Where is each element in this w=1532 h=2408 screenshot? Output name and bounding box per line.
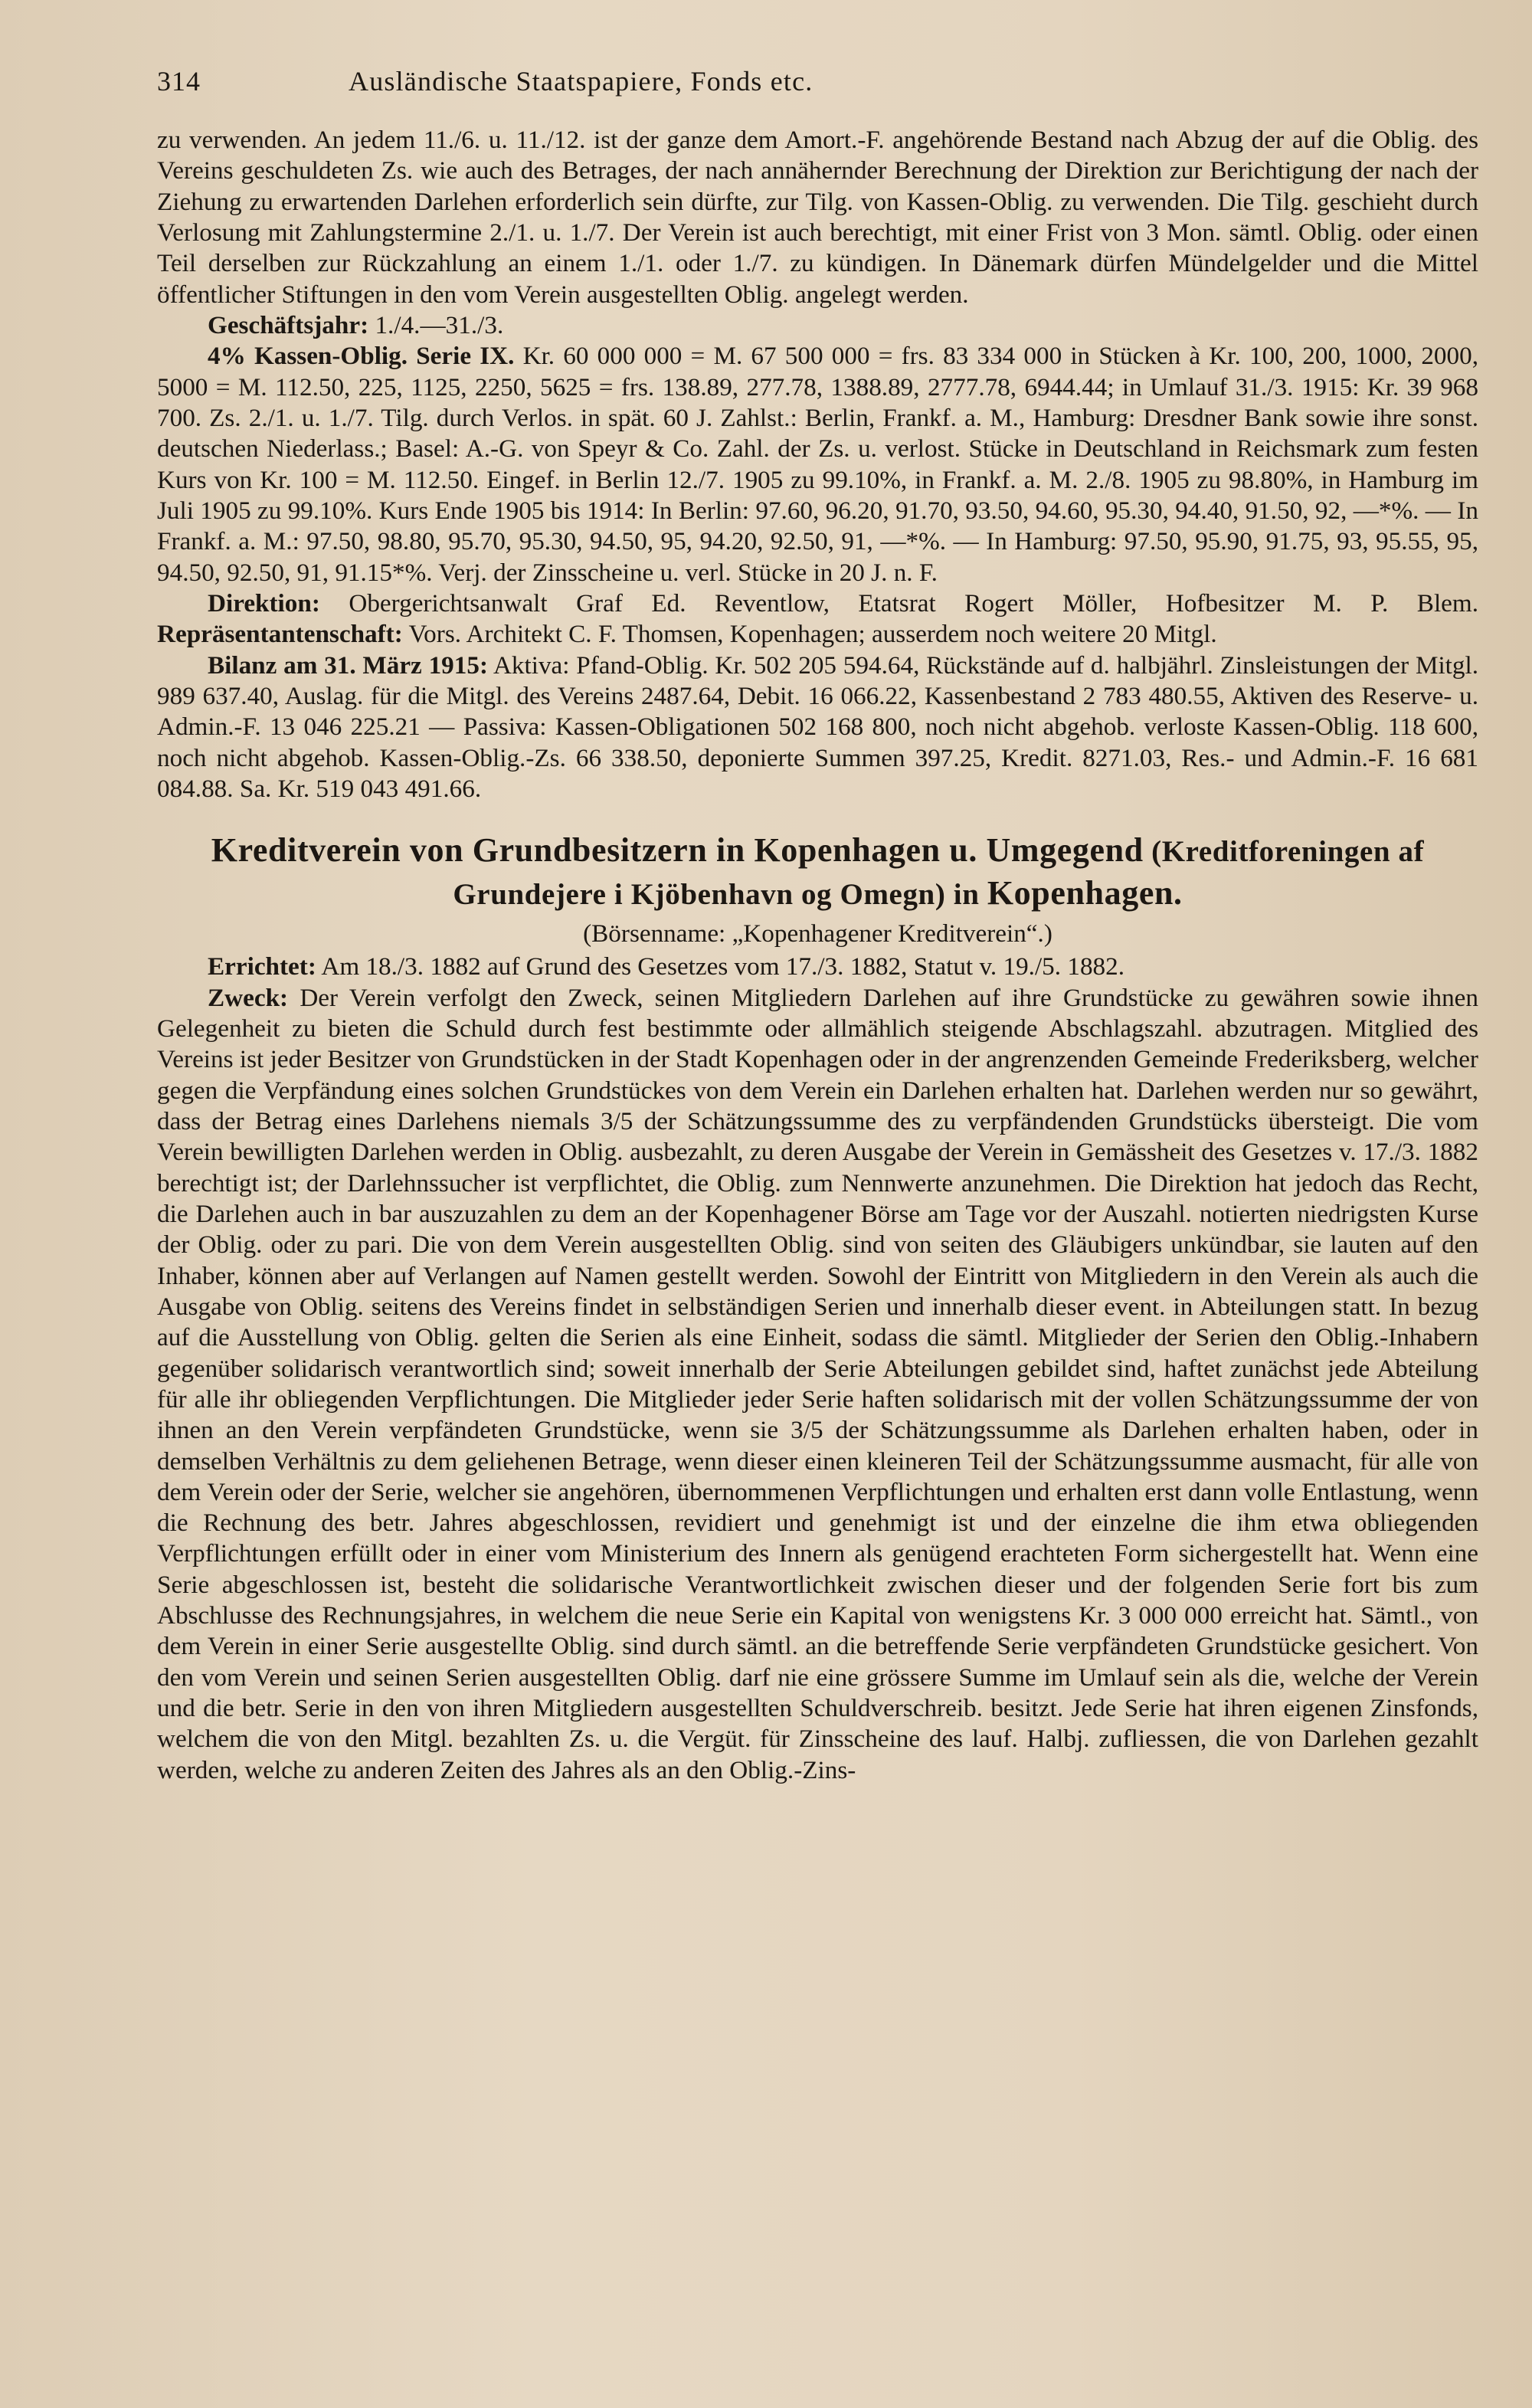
zweck-text: Der Verein verfolgt den Zweck, seinen Mitgliedern Darlehen auf ihre Grundstücke zu gewähren sowie ihnen Gelegenheit zu bieten die Schuld durch fest bestimmte oder allmählich steigende Abschlagszahl. abzutragen. Mitglied des Vereins ist jeder Besitzer von Grundstücken in der Stadt Kopenhagen oder in der angrenzenden Gemeinde Frederiksberg, welcher gegen die Verpfändung eines solchen Grundstückes von dem Verein ein Darlehen erhalten hat. Darlehen werden nur so gewährt, dass der Betrag eines Darlehens niemals 3/5 der Schätzungssumme des zu verpfändenden Grundstücks übersteigt. Die vom Verein bewilligten Darlehen werden in Oblig. ausbezahlt, zu deren Ausgabe der Verein in Gemässheit des Gesetzes v. 17./3. 1882 berechtigt ist; der Darlehnssucher ist verpflichtet, die Oblig. zum Nennwerte anzunehmen. Die Direktion hat jedoch das Recht, die Darlehen auch in bar auszuzahlen zu dem an der Kopenhagener Börse am Tage vor der Auszahl. notierten niedrigsten Kurse der Oblig. oder zu pari. Die von dem Verein ausgestellten Oblig. sind von seiten des Gläubigers unkündbar, sie lauten auf den Inhaber, können aber auf Verlangen auf Namen gestellt werden. Sowohl der Eintritt von Mitgliedern in den Verein als auch die Ausgabe von Oblig. seitens des Vereins findet in selbständigen Serien und innerhalb dieser event. in Abteilungen statt. In bezug auf die Ausstellung von Oblig. gelten die Serien als eine Einheit, sodass die sämtl. Mitglieder der Serien den Oblig.-Inhabern gegenüber solidarisch verantwortlich sind; soweit innerhalb der Serie Abteilungen gebildet sind, haftet zunächst jede Abteilung für alle ihr obliegenden Verpflichtungen. Die Mitglieder jeder Serie haften solidarisch mit der vollen Schätzungssumme der von ihnen an den Verein verpfändeten Grundstücke, wenn sie 3/5 der Schätzungssumme als Darlehen erhalten haben, oder in demselben Verhältnis zu dem geliehenen Betrage, wenn dieser einen kleineren Teil der Schätzungssumme ausmacht, für alle von dem Verein oder der Serie, welcher sie angehören, übernommenen Verpflichtungen und erhalten erst dann volle Entlastung, wenn die Rechnung des betr. Jahres abgeschlossen, revidiert und genehmigt ist und der einzelne die ihm etwa obliegenden Verpflichtungen erfüllt oder in einer vom Ministerium des Innern als genügend erachteten Form sichergestellt hat. Wenn eine Serie abgeschlossen ist, besteht die solidarische Verantwortlichkeit zwischen dieser und der folgenden Serie fort bis zum Abschlusse des Rechnungsjahres, in welchem die neue Serie ein Kapital von wenigstens Kr. 3 000 000 erreicht hat. Sämtl., von dem Verein in einer Serie ausgestellte Oblig. sind durch sämtl. an die betreffende Serie verpfändeten Grundstücke gesichert. Von den vom Verein und seinen Serien ausgestellten Oblig. darf nie eine grössere Summe im Umlauf sein als die, welche der Verein und die betr. Serie in den von ihren Mitgliedern ausgestellten Schuldverschreib. besitzt. Jede Serie hat ihren eigenen Zinsfonds, welchem die von den Mitgl. bezahlten Zs. u. die Vergüt. für Zinsscheine des lauf. Halbj. zufliessen, die von Darlehen gezahlt werden, welche zu anderen Zeiten des Jahres als an den Oblig.-Zins- (157, 983, 1478, 1784)
geschaeftsjahr-label: Geschäftsjahr: (208, 310, 369, 339)
section-title (157, 829, 1478, 914)
zweck-paragraph (157, 983, 1478, 1787)
page-number: 314 (157, 66, 201, 97)
passiva-label: Passiva: (463, 713, 547, 742)
zweck-label: Zweck: (208, 983, 289, 1012)
running-title: Ausländische Staatspapiere, Fonds etc. (349, 66, 813, 97)
repraesentanten-label: Repräsentantenschaft: (157, 620, 403, 649)
bilanz-paragraph (157, 650, 1478, 805)
direktion-label: Direktion: (208, 588, 320, 618)
geschaeftsjahr-paragraph (157, 310, 1478, 341)
direktion-paragraph (157, 588, 1478, 650)
section-title-part1: Kreditverein von Grundbesitzern in Kopenhagen u. Umgegend (211, 831, 1144, 870)
intro-paragraph: zu verwenden. An jedem 11./6. u. 11./12. ist der ganze dem Amort.-F. angehörende Bestand nach Abzug der auf die Oblig. des Vereins geschuldeten Zs. wie auch des Betrages, der nach annähernder Berechnung der Direktion zur Berichtigung der nach der Ziehung zu erwartenden Darlehen erforderlich sein dürfte, zur Tilg. von Kassen-Oblig. zu verwenden. Die Tilg. geschieht durch Verlosung mit Zahlungstermine 2./1. u. 1./7. Der Verein ist auch berechtigt, mit einer Frist von 3 Mon. sämtl. Oblig. oder einen Teil derselben zur Rückzahlung an einem 1./1. oder 1./7. zu kündigen. In Dänemark dürfen Mündelgelder und die Mittel öffentlicher Stiftungen in den vom Verein ausgestellten Oblig. angelegt werden. (157, 126, 1478, 309)
repraesentanten-text: Vors. Architekt C. F. Thomsen, Kopenhagen; ausserdem noch weitere 20 Mitgl. (408, 620, 1217, 649)
direktion-text: Obergerichtsanwalt Graf Ed. Reventlow, Etatsrat Rogert Möller, Hofbesitzer M. P. Blem. (349, 588, 1479, 618)
errichtet-text: Am 18./3. 1882 auf Grund des Gesetzes vom 17./3. 1882, Statut v. 19./5. 1882. (321, 952, 1125, 981)
running-head (157, 65, 1478, 97)
section-title-part2: (Kreditforeningen af Grundejere i Kjöbenhavn og Omegn) in (453, 835, 1425, 911)
kassen-oblig-text: Kr. 60 000 000 = M. 67 500 000 = frs. 83 334 000 in Stücken à Kr. 100, 200, 1000, 2000, 5000 = M. 112.50, 225, 1125, 2250, 5625 = frs. 138.89, 277.78, 1388.89, 2777.78, 6944.44; in Umlauf 31./3. 1915: Kr. 39 968 700. Zs. 2./1. u. 1./7. Tilg. durch Verlos. in spät. 60 J. Zahlst.: Berlin, Frankf. a. M., Hamburg: Dresdner Bank sowie ihre sonst. deutschen Niederlass.; Basel: A.-G. von Speyr & Co. Zahl. der Zs. u. verlost. Stücke in Deutschland in Reichsmark zum festen Kurs von Kr. 100 = M. 112.50. Eingef. in Berlin 12./7. 1905 zu 99.10%, in Frankf. a. M. 2./8. 1905 zu 98.80%, in Hamburg im Juli 1905 zu 99.10%. Kurs Ende 1905 bis 1914: In Berlin: 97.60, 96.20, 91.70, 93.50, 94.60, 95.30, 94.40, 91.50, 92, —*%. — In Frankf. a. M.: 97.50, 98.80, 95.70, 95.30, 94.50, 95, 94.20, 92.50, 91, —*%. — In Hamburg: 97.50, 95.90, 91.75, 93, 95.55, 95, 94.50, 92.50, 91, 91.15*%. Verj. der Zinsscheine u. verl. Stücke in 20 J. n. F. (157, 342, 1478, 587)
kassen-oblig-label: 4% Kassen-Oblig. Serie IX. (208, 342, 515, 371)
aktiva-label: Aktiva: (493, 650, 570, 680)
errichtet-paragraph (157, 952, 1478, 982)
aktiva-text: Pfand-Oblig. Kr. 502 205 594.64, Rückstände auf d. halbjährl. Zinsleistungen der Mitgl. 989 637.40, Auslag. für die Mitgl. des Vereins 2487.64, Debit. 16 066.22, Kassenbestand 2 783 480.55, Aktiven des Reserve- u. Admin.-F. 13 046 225.21 — (157, 650, 1479, 742)
kassen-oblig-paragraph (157, 341, 1478, 588)
bilanz-label: Bilanz am 31. März 1915: (208, 650, 488, 680)
geschaeftsjahr-text: 1./4.—31./3. (375, 310, 504, 339)
section-title-part3: Kopenhagen. (987, 873, 1183, 912)
errichtet-label: Errichtet: (208, 952, 316, 981)
passiva-text: Kassen-Obligationen 502 168 800, noch nicht abgehob. verloste Kassen-Oblig. 118 600, noch nicht abgehob. Kassen-Oblig.-Zs. 66 338.50, deponierte Summen 397.25, Kredit. 8271.03, Res.- und Admin.-F. 16 681 084.88. Sa. Kr. 519 043 491.66. (157, 713, 1478, 803)
boersenname: (Börsenname: „Kopenhagener Kreditverein“.) (583, 919, 1052, 948)
